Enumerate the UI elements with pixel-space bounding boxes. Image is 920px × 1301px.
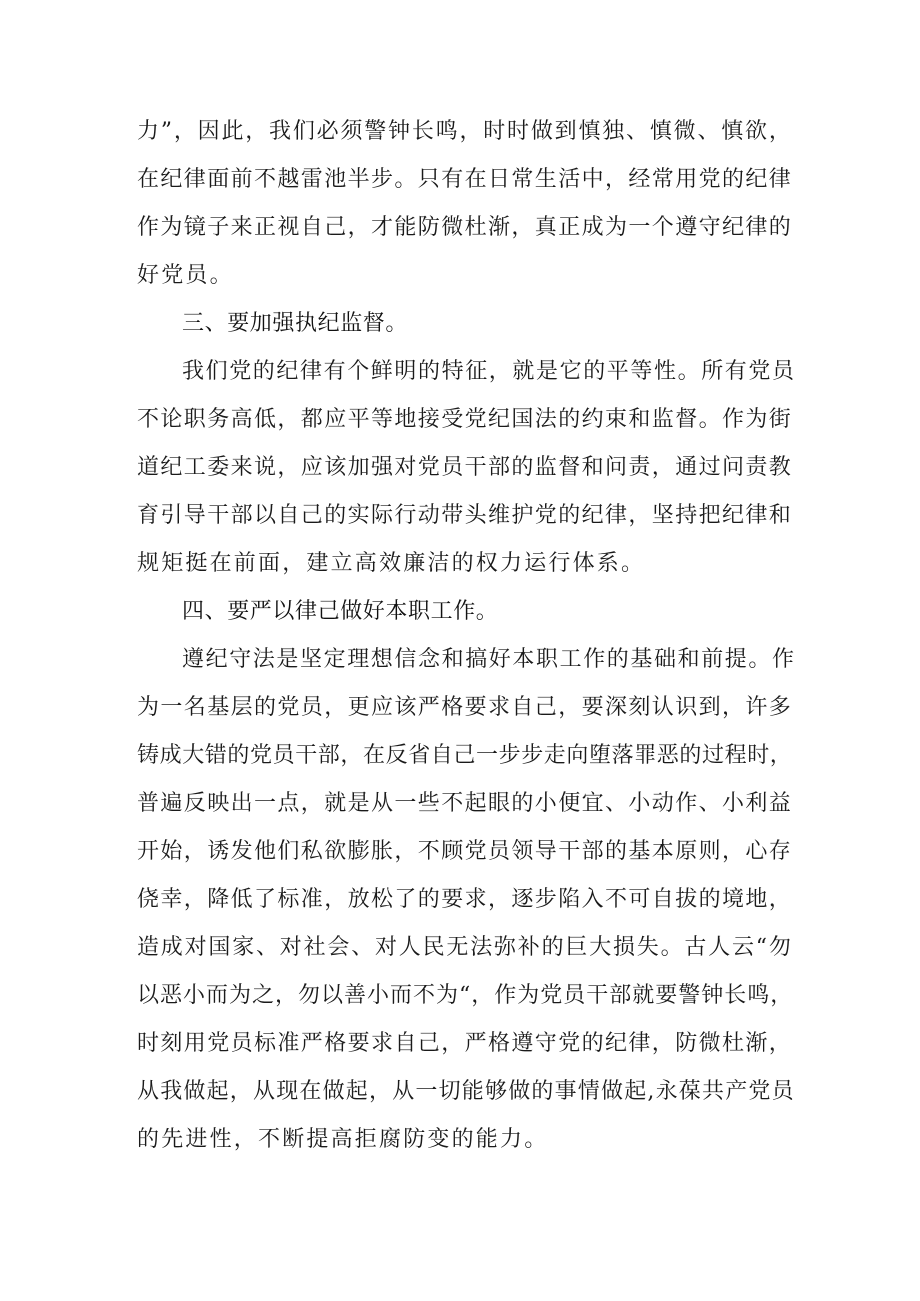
- paragraph-line: 侥幸，降低了标准，放松了的要求，逐步陷入不可自拔的境地，: [137, 887, 793, 912]
- paragraph-line: 铸成大错的党员干部，在反省自己一步步走向堕落罪恶的过程时，: [137, 743, 793, 768]
- paragraph-line: 遵纪守法是坚定理想信念和搞好本职工作的基础和前提。作: [182, 647, 796, 672]
- paragraph-line: 我们党的纪律有个鲜明的特征，就是它的平等性。所有党员: [182, 359, 796, 384]
- section-four-heading: 四、要严以律己做好本职工作。: [182, 599, 499, 624]
- paragraph-line: 不论职务高低，都应平等地接受党纪国法的约束和监督。作为街: [137, 407, 793, 432]
- section-three-heading: 三、要加强执纪监督。: [182, 311, 409, 336]
- paragraph-line: 以恶小而为之，勿以善小而不为“，作为党员干部就要警钟长鸣，: [137, 983, 794, 1008]
- paragraph-line: 普遍反映出一点，就是从一些不起眼的小便宜、小动作、小利益: [137, 791, 793, 816]
- paragraph-line: 为一名基层的党员，更应该严格要求自己，要深刻认识到，许多: [137, 695, 793, 720]
- paragraph-line: 力”，因此，我们必须警钟长鸣，时时做到慎独、慎微、慎欲，: [137, 119, 793, 144]
- paragraph-line: 在纪律面前不越雷池半步。只有在日常生活中，经常用党的纪律: [137, 167, 793, 192]
- paragraph-line: 时刻用党员标准严格要求自己，严格遵守党的纪律，防微杜渐，: [137, 1031, 793, 1056]
- paragraph-line: 造成对国家、对社会、对人民无法弥补的巨大损失。古人云“勿: [137, 935, 793, 960]
- paragraph-line: 开始，诱发他们私欲膨胀，不顾党员领导干部的基本原则，心存: [137, 839, 793, 864]
- paragraph-line: 好党员。: [137, 263, 234, 288]
- paragraph-line: 道纪工委来说，应该加强对党员干部的监督和问责，通过问责教: [137, 455, 793, 480]
- paragraph-line: 育引导干部以自己的实际行动带头维护党的纪律，坚持把纪律和: [137, 503, 793, 528]
- paragraph-line: 规矩挺在前面，建立高效廉洁的权力运行体系。: [137, 551, 646, 576]
- paragraph-line: 从我做起，从现在做起，从一切能够做的事情做起,永葆共产党员: [137, 1079, 795, 1104]
- paragraph-line: 的先进性，不断提高拒腐防变的能力。: [137, 1127, 549, 1152]
- paragraph-line: 作为镜子来正视自己，才能防微杜渐，真正成为一个遵守纪律的: [137, 215, 793, 240]
